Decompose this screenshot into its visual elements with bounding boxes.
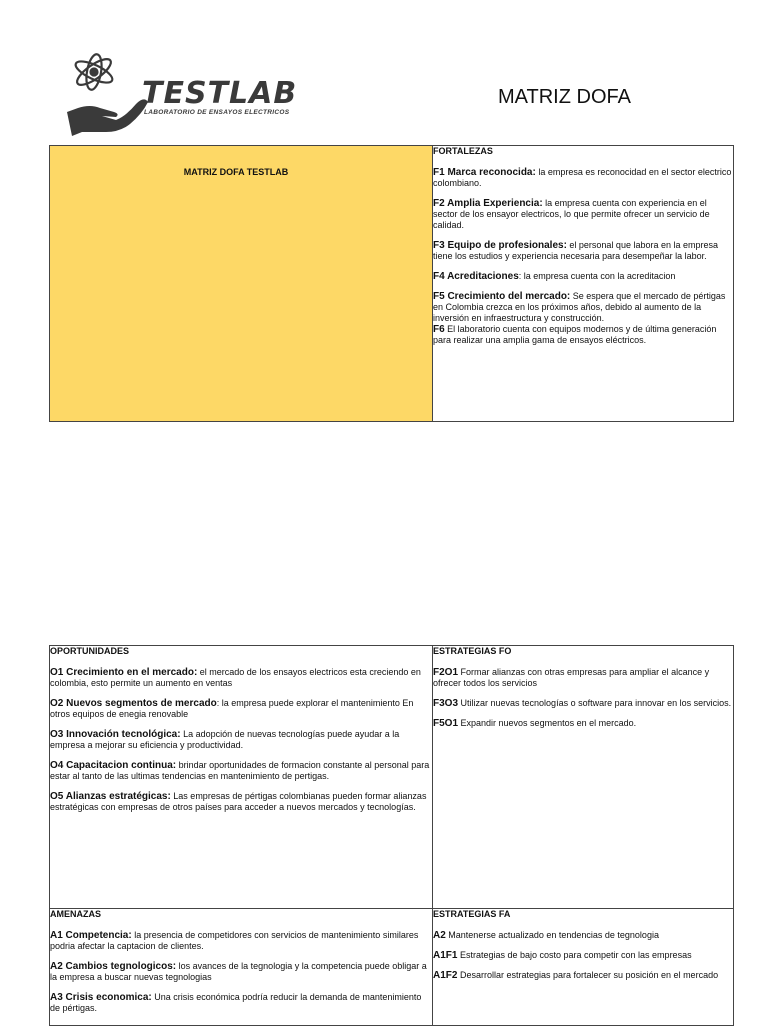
list-item: F3O3 Utilizar nuevas tecnologías o software para innovar en los servicios. (433, 698, 732, 709)
amenazas-cell (50, 909, 433, 1026)
amenazas-heading: AMENAZAS (50, 909, 101, 919)
list-item: O1 Crecimiento en el mercado: el mercado de los ensayos electricos esta creciendo en colombia, esto permite un aumento en ventas (50, 667, 421, 688)
list-item: F2O1 Formar alianzas con otras empresas para ampliar el alcance y ofrecer todos los servicios (433, 667, 710, 688)
dofa-bottom-table (49, 645, 734, 1026)
list-item: A1 Competencia: la presencia de competidores con servicios de mantenimiento similares podria afectar la captacion de clientes. (50, 930, 419, 951)
matrix-label-cell (50, 146, 433, 422)
dofa-top-table (49, 145, 734, 422)
list-item: A2 Mantenerse actualizado en tendencias de tegnologia (433, 930, 659, 941)
list-item: O5 Alianzas estratégicas: Las empresas de pértigas colombianas pueden formar alianzas estratégicas con empresas de otros países para acceder a nuevos mercados y tecnologías. (50, 791, 427, 812)
atom-icon (73, 53, 115, 91)
list-item: F4 Acreditaciones: la empresa cuenta con la acreditacion (433, 271, 676, 282)
page-title: MATRIZ DOFA (498, 86, 631, 108)
list-item: O4 Capacitacion continua: brindar oportunidades de formacion constante al personal para estar al tanto de las ultimas tendencias en mantenimiento de pertigas. (50, 760, 430, 781)
fortalezas-heading: FORTALEZAS (433, 146, 493, 156)
list-item: A3 Crisis economica: Una crisis económica podría reducir la demanda de mantenimiento de pértigas. (50, 992, 422, 1013)
fortalezas-cell (433, 146, 734, 422)
hand-icon (67, 99, 148, 136)
list-item: O2 Nuevos segmentos de mercado: la empresa puede explorar el mantenimiento En otros equipos de enegia renovable (50, 698, 414, 719)
estrategias-fa-cell (433, 909, 734, 1026)
list-item: A1F1 Estrategias de bajo costo para competir con las empresas (433, 950, 692, 961)
list-item: F2 Amplia Experiencia: la empresa cuenta con experiencia en el sector de los ensayor electricos, lo que permite ofrecer un servicio de calidad. (433, 198, 710, 230)
estrategias-fo-heading: ESTRATEGIAS FO (433, 646, 512, 656)
list-item: F5 Crecimiento del mercado: Se espera que el mercado de pértigas en Colombia crezca en los próximos años, debido al aumento de la inversión en infraestructura y construcción. (433, 291, 726, 323)
oportunidades-cell (50, 646, 433, 909)
list-item: A1F2 Desarrollar estrategias para fortalecer su posición en el mercado (433, 970, 719, 981)
list-item: F6 El laboratorio cuenta con equipos modernos y de última generación para realizar una amplia gama de ensayos eléctricos. (433, 324, 717, 345)
list-item: O3 Innovación tecnológica: La adopción de nuevas tecnologías puede ayudar a la empresa a mejorar su eficiencia y productividad. (50, 729, 400, 750)
list-item: F3 Equipo de profesionales: el personal que labora en la empresa tiene los estudios y experiencia necesaria para desempeñar la labor. (433, 240, 719, 261)
logo-wordmark: TESTLAB (142, 76, 298, 111)
list-item: F1 Marca reconocida: la empresa es reconocidad en el sector electrico colombiano. (433, 167, 732, 188)
estrategias-fa-heading: ESTRATEGIAS FA (433, 909, 511, 919)
logo-tagline: LABORATORIO DE ENSAYOS ELECTRICOS (144, 109, 290, 116)
oportunidades-heading: OPORTUNIDADES (50, 646, 130, 656)
matrix-label: MATRIZ DOFA TESTLAB (183, 167, 289, 177)
list-item: F5O1 Expandir nuevos segmentos en el mercado. (433, 718, 637, 729)
list-item: A2 Cambios tegnologicos: los avances de la tegnologia y la competencia puede obligar a la empresa a buscar nuevas tegnologias (50, 961, 427, 982)
estrategias-fo-cell (433, 646, 734, 909)
